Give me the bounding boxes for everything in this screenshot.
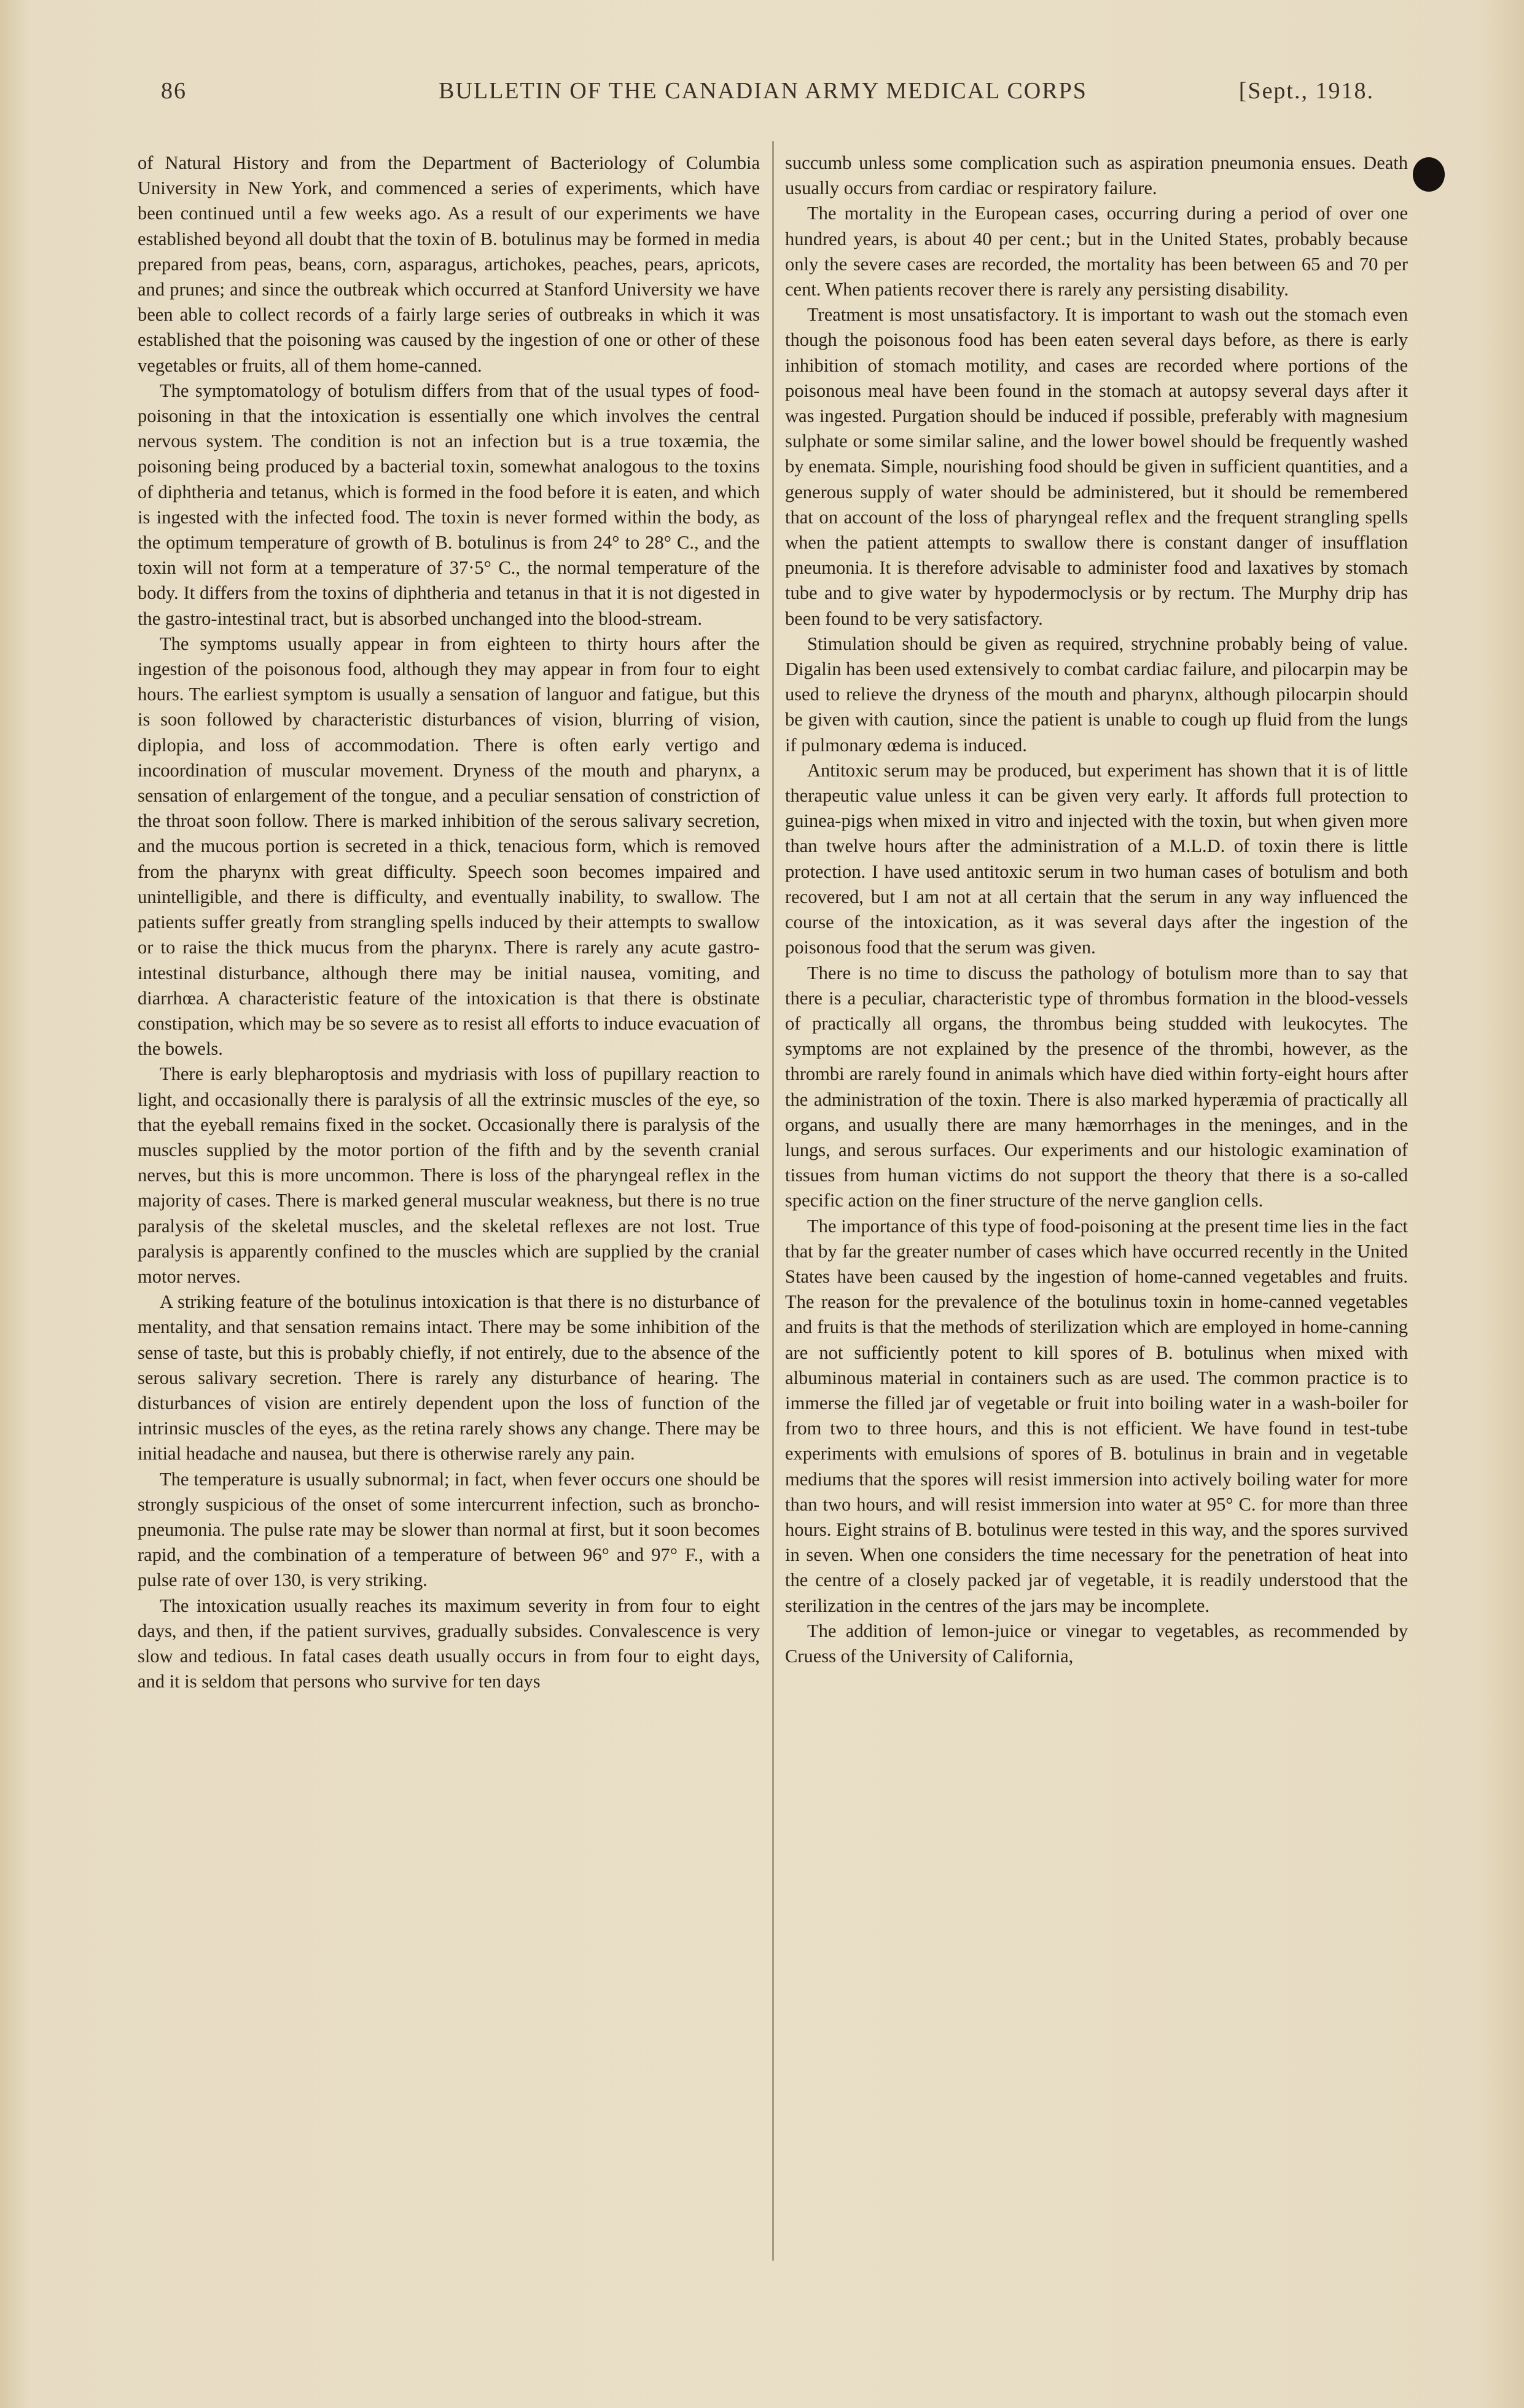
paragraph: There is early blepharoptosis and mydriasis with loss of pupillary reaction to light, and occasionally there is paralysis of all the extrinsic muscles of the eye, so that the eyeball remains fixed in the socket. Occasionally there is paralysis of the muscles supplied by the motor portion of the fifth and by the seventh cranial nerves, but this is more uncommon. There is loss of the pharyngeal reflex in the majority of cases. There is marked general muscular weakness, but there is no true paralysis of the skeletal muscles, and the skeletal reflexes are not lost. True paralysis is apparently confined to the muscles which are supplied by the cranial motor nerves.: [138, 1063, 760, 1287]
paragraph: The temperature is usually subnormal; in fact, when fever occurs one should be strongly suspicious of the onset of some intercurrent infection, such as broncho-pneumonia. The pulse rate may be slower than normal at first, but it soon becomes rapid, and the combination of a temperature of between 96° and 97° F., with a pulse rate of over 130, is very striking.: [138, 1468, 760, 1591]
paragraph: succumb unless some complication such as aspiration pneumonia ensues. Death usually occurs from cardiac or respiratory failure.: [785, 152, 1408, 199]
paragraph: The intoxication usually reaches its maximum severity in from four to eight days, and then, if the patient survives, gradually subsides. Convalescence is very slow and tedious. In fatal cases death usually occurs in from four to eight days, and it is seldom that persons who survive for ten days: [138, 1595, 760, 1692]
paragraph: The addition of lemon-juice or vinegar to vegetables, as recommended by Cruess of the University of California,: [785, 1620, 1408, 1667]
paragraph: Treatment is most unsatisfactory. It is important to wash out the stomach even though the poisonous food has been eaten several days before, as there is early inhibition of stomach motility, and cases are recorded where portions of the poisonous meal have been found in the stomach at autopsy several days after it was ingested. Purgation should be induced if possible, preferably with magnesium sulphate or some similar saline, and the lower bowel should be frequently washed by enemata. Simple, nourishing food should be given in sufficient quantities, and a generous supply of water should be administered, but it should be remembered that on account of the loss of pharyngeal reflex and the frequent strangling spells when the patient attempts to swallow there is constant danger of insufflation pneumonia. It is therefore advisable to administer food and laxatives by stomach tube and to give water by hypodermoclysis or by rectum. The Murphy drip has been found to be very satisfactory.: [785, 304, 1408, 629]
running-header: [161, 77, 1374, 114]
paragraph: The symptoms usually appear in from eighteen to thirty hours after the ingestion of the poisonous food, although they may appear in from four to eight hours. The earliest symptom is usually a sensation of languor and fatigue, but this is soon followed by characteristic disturbances of vision, blurring of vision, diplopia, and loss of accommodation. There is often early vertigo and incoordination of muscular movement. Dryness of the mouth and pharynx, a sensation of enlargement of the tongue, and a peculiar sensation of constriction of the throat soon follow. There is marked inhibition of the serous salivary secretion, and the mucous portion is secreted in a thick, tenacious form, which is removed from the pharynx with great difficulty. Speech soon becomes impaired and unintelligible, and there is difficulty, and eventually inability, to swallow. The patients suffer greatly from strangling spells induced by their attempts to swallow or to raise the thick mucus from the pharynx. There is rarely any acute gastro-intestinal disturbance, although there may be initial nausea, vomiting, and diarrhœa. A characteristic feature of the intoxication is that there is obstinate constipation, which may be so severe as to resist all efforts to induce evacuation of the bowels.: [138, 633, 760, 1060]
paragraph: Stimulation should be given as required, strychnine probably being of value. Digalin has been used extensively to combat cardiac failure, and pilocarpin may be used to relieve the dryness of the mouth and pharynx, although pilocarpin should be given with caution, since the patient is unable to cough up fluid from the lungs if pulmonary œdema is induced.: [785, 633, 1408, 756]
paragraph: The symptomatology of botulism differs from that of the usual types of food-poisoning in that the intoxication is essentially one which involves the central nervous system. The condition is not an infection but is a true toxæmia, the poisoning being produced by a bacterial toxin, somewhat analogous to the toxins of diphtheria and tetanus, which is formed in the food before it is eaten, and which is ingested with the infected food. The toxin is never formed within the body, as the optimum temperature of growth of B. botulinus is from 24° to 28° C., and the toxin will not form at a temperature of 37·5° C., the normal temperature of the body. It differs from the toxins of diphtheria and tetanus in that it is not digested in the gastro-intestinal tract, but is absorbed unchanged into the blood-stream.: [138, 380, 760, 629]
paragraph: Antitoxic serum may be produced, but experiment has shown that it is of little therapeutic value unless it can be given very early. It affords full protection to guinea-pigs when mixed in vitro and injected with the toxin, but when given more than twelve hours after the administration of a M.L.D. of toxin there is little protection. I have used antitoxic serum in two human cases of botulism and both recovered, but I am not at all certain that the serum in any way influenced the course of the intoxication, as it was several days after the ingestion of the poisonous food that the serum was given.: [785, 759, 1408, 958]
left-column: [138, 150, 760, 1694]
paragraph: of Natural History and from the Department of Bacteriology of Columbia University in New York, and commenced a series of experiments, which have been continued until a few weeks ago. As a result of our experiments we have established beyond all doubt that the toxin of B. botulinus may be formed in media prepared from peas, beans, corn, asparagus, artichokes, peaches, pears, apricots, and prunes; and since the outbreak which occurred at Stanford University we have been able to collect records of a fairly large series of outbreaks in which it was established that the poisoning was caused by the ingestion of one or other of these vegetables or fruits, all of them home-canned.: [138, 152, 760, 376]
paragraph: The importance of this type of food-poisoning at the present time lies in the fact that by far the greater number of cases which have occurred recently in the United States have been caused by the ingestion of home-canned vegetables and fruits. The reason for the prevalence of the botulinus toxin in home-canned vegetables and fruits is that the methods of sterilization which are employed in home-canning are not sufficiently potent to kill spores of B. botulinus when mixed with albuminous material in containers such as are used. The common practice is to immerse the filled jar of vegetable or fruit into boiling water in a wash-boiler for from two to three hours, and this is not efficient. We have found in test-tube experiments with emulsions of spores of B. botulinus in brain and in vegetable mediums that the spores will resist immersion into actively boiling water for more than two hours, and will resist immersion into water at 95° C. for more than three hours. Eight strains of B. botulinus were tested in this way, and the spores survived in seven. When one considers the time necessary for the penetration of heat into the centre of a closely packed jar of vegetable, it is readily understood that the sterilization in the centres of the jars may be incomplete.: [785, 1215, 1408, 1616]
issue-date: [Sept., 1918.: [1238, 78, 1374, 104]
paragraph: A striking feature of the botulinus intoxication is that there is no disturbance of mentality, and that sensation remains intact. There may be some inhibition of the sense of taste, but this is probably chiefly, if not entirely, due to the absence of the serous salivary secretion. There is rarely any disturbance of hearing. The disturbances of vision are entirely dependent upon the loss of function of the intrinsic muscles of the eyes, as the retina rarely shows any change. There may be initial headache and nausea, but there is otherwise rarely any pain.: [138, 1291, 760, 1464]
page-number: 86: [161, 78, 187, 104]
paragraph: There is no time to discuss the pathology of botulism more than to say that there is a peculiar, characteristic type of thrombus formation in the blood-vessels of practically all organs, the thrombus being studded with leukocytes. The symptoms are not explained by the presence of the thrombi, however, as the thrombi are rarely found in animals which have died within forty-eight hours after the administration of the toxin. There is also marked hyperæmia of practically all organs, and usually there are many hæmorrhages in the meninges, and in the lungs, and serous surfaces. Our experiments and our histologic examination of tissues from human victims do not support the theory that there is a so-called specific action on the finer structure of the nerve ganglion cells.: [785, 962, 1408, 1211]
paragraph: The mortality in the European cases, occurring during a period of over one hundred years, is about 40 per cent.; but in the United States, probably because only the severe cases are recorded, the mortality has been between 65 and 70 per cent. When patients recover there is rarely any persisting disability.: [785, 203, 1408, 300]
punch-hole: [1413, 157, 1445, 192]
column-divider: [772, 141, 774, 2261]
right-column: [785, 150, 1408, 1669]
journal-title: BULLETIN OF THE CANADIAN ARMY MEDICAL CORPS: [439, 78, 1087, 104]
